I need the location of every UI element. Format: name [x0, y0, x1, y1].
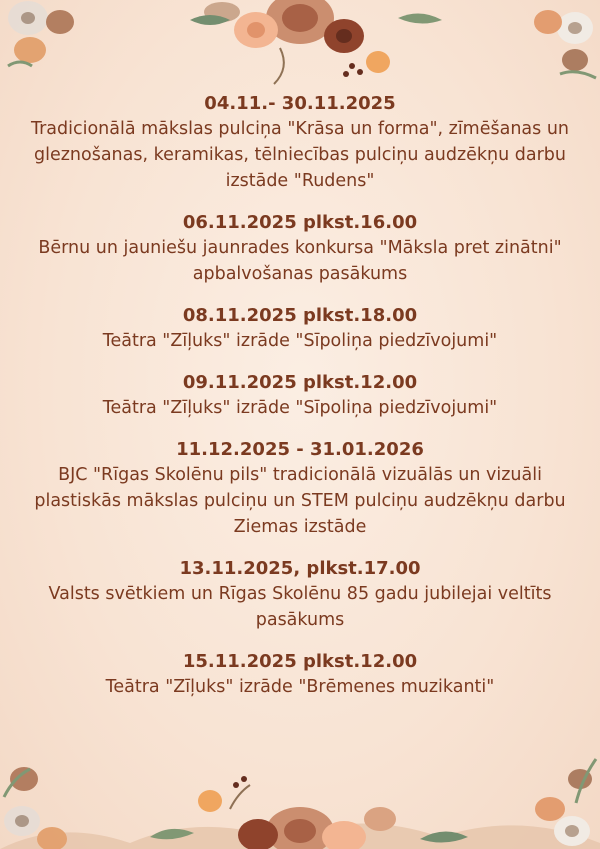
event-description: BJC "Rīgas Skolēnu pils" tradicionālā vizuālās un vizuāli plastiskās mākslas pulciņu un STEM pulciņu audzēkņu darbu Ziemas izstāde [34, 465, 566, 537]
event-description: Teātra "Zīļuks" izrāde "Brēmenes muzikanti" [105, 677, 495, 697]
event-date: 06.11.2025 plkst.16.00 [182, 212, 418, 233]
event-item [20, 438, 580, 540]
event-description: Bērnu un jauniešu jaunrades konkursa "Māksla pret zinātni" apbalvošanas pasākums [38, 238, 562, 284]
event-date: 15.11.2025 plkst.12.00 [182, 651, 418, 672]
event-description: Tradicionālā mākslas pulciņa "Krāsa un forma", zīmēšanas un gleznošanas, keramikas, tēlniecības pulciņu audzēkņu darbu izstāde "Rudens" [30, 119, 570, 191]
events-list [20, 92, 580, 717]
event-date: 11.12.2025 - 31.01.2026 [176, 439, 424, 460]
event-description: Valsts svētkiem un Rīgas Skolēnu 85 gadu jubilejai veltīts pasākums [48, 584, 552, 630]
event-item [20, 371, 580, 421]
event-item [20, 557, 580, 633]
event-date: 08.11.2025 plkst.18.00 [182, 305, 418, 326]
floral-top-border [0, 0, 600, 90]
event-description: Teātra "Zīļuks" izrāde "Sīpoliņa piedzīvojumi" [102, 398, 498, 418]
event-item [20, 211, 580, 287]
event-description: Teātra "Zīļuks" izrāde "Sīpoliņa piedzīvojumi" [102, 331, 498, 351]
event-item [20, 304, 580, 354]
floral-bottom-border [0, 739, 600, 849]
event-item [20, 650, 580, 700]
event-date: 13.11.2025, plkst.17.00 [179, 558, 421, 579]
event-date: 04.11.- 30.11.2025 [204, 93, 396, 114]
event-item [20, 92, 580, 194]
event-date: 09.11.2025 plkst.12.00 [182, 372, 418, 393]
